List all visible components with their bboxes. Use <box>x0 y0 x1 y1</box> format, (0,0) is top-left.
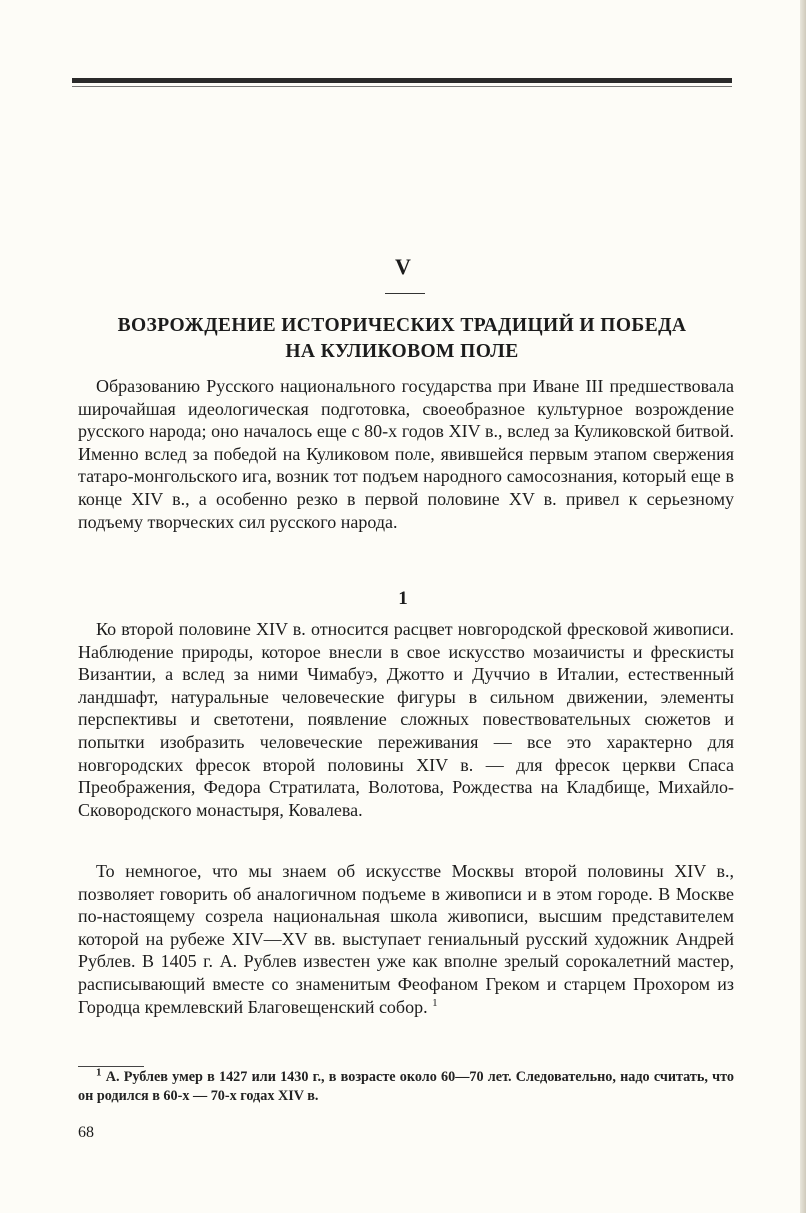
section-paragraph-1: Ко второй половине XIV в. относится расцвет новгородской фресковой живописи. Наблюдение природы, которое внесли в свое искусство мозаичисты и фрескисты Византии, а вслед за ними Чимабуэ, Джотто и Дуччио в Италии, естественный ландшафт, натуральные человеческие фигуры в сильном движении, элементы перспективы и светотени, появление сложных повествовательных сюжетов и попытки изобразить человеческие переживания — все это характерно для новгородских фресок второй половины XIV в. — для фресок церкви Спаса Преображения, Федора Стратилата, Волотова, Рождества на Кладбище, Михайло-Сковородского монастыря, Ковалева. <box>78 619 734 820</box>
section-number: 1 <box>398 588 408 609</box>
footnote <box>78 1068 734 1106</box>
footnote-marker: 1 <box>96 1066 102 1079</box>
section-paragraph-2 <box>78 860 734 1018</box>
page-number: 68 <box>78 1124 94 1141</box>
footnote-reference[interactable]: 1 <box>432 996 438 1009</box>
chapter-title <box>72 313 732 365</box>
chapter-title-line-1: ВОЗРОЖДЕНИЕ ИСТОРИЧЕСКИХ ТРАДИЦИЙ И ПОБЕДА <box>117 315 687 336</box>
chapter-number: V <box>395 254 411 279</box>
footnote-divider <box>78 1066 144 1067</box>
chapter-title-line-2: НА КУЛИКОВОМ ПОЛЕ <box>285 341 519 362</box>
section-paragraph-2-text: То немногое, что мы знаем об искусстве Москвы второй половины XIV в., позволяет говорить об аналогичном подъеме в живописи и в этом городе. В Москве по-настоящему созрела национальная школа живописи, высшим представителем которой на рубеже XIV—XV вв. выступает гениальный русский художник Андрей Рублев. В 1405 г. А. Рублев известен уже как вполне зрелый сорокалетний мастер, расписывающий вместе со знаменитым Феофаном Греком и старцем Прохором из Городца кремлевский Благовещенский собор. <box>78 861 734 1017</box>
header-rule <box>72 78 732 83</box>
chapter-divider <box>385 293 425 294</box>
intro-paragraph: Образованию Русского национального государства при Иване III предшествовала широчайшая идеологическая подготовка, своеобразное культурное возрождение русского народа; оно началось еще с 80-х годов XIV в., вслед за Куликовской битвой. Именно вслед за победой на Куликовом поле, явившейся первым этапом свержения татаро-монгольского ига, возник тот подъем народного самосознания, который еще в конце XIV в., а особенно резко в первой половине XV в. привел к серьезному подъему творческих сил русского народа. <box>78 376 734 532</box>
footnote-text: А. Рублев умер в 1427 или 1430 г., в возрасте около 60—70 лет. Следовательно, надо считать, что он родился в 60-х — 70-х годах XIV в. <box>78 1069 734 1104</box>
header-rule-thin <box>72 86 732 87</box>
